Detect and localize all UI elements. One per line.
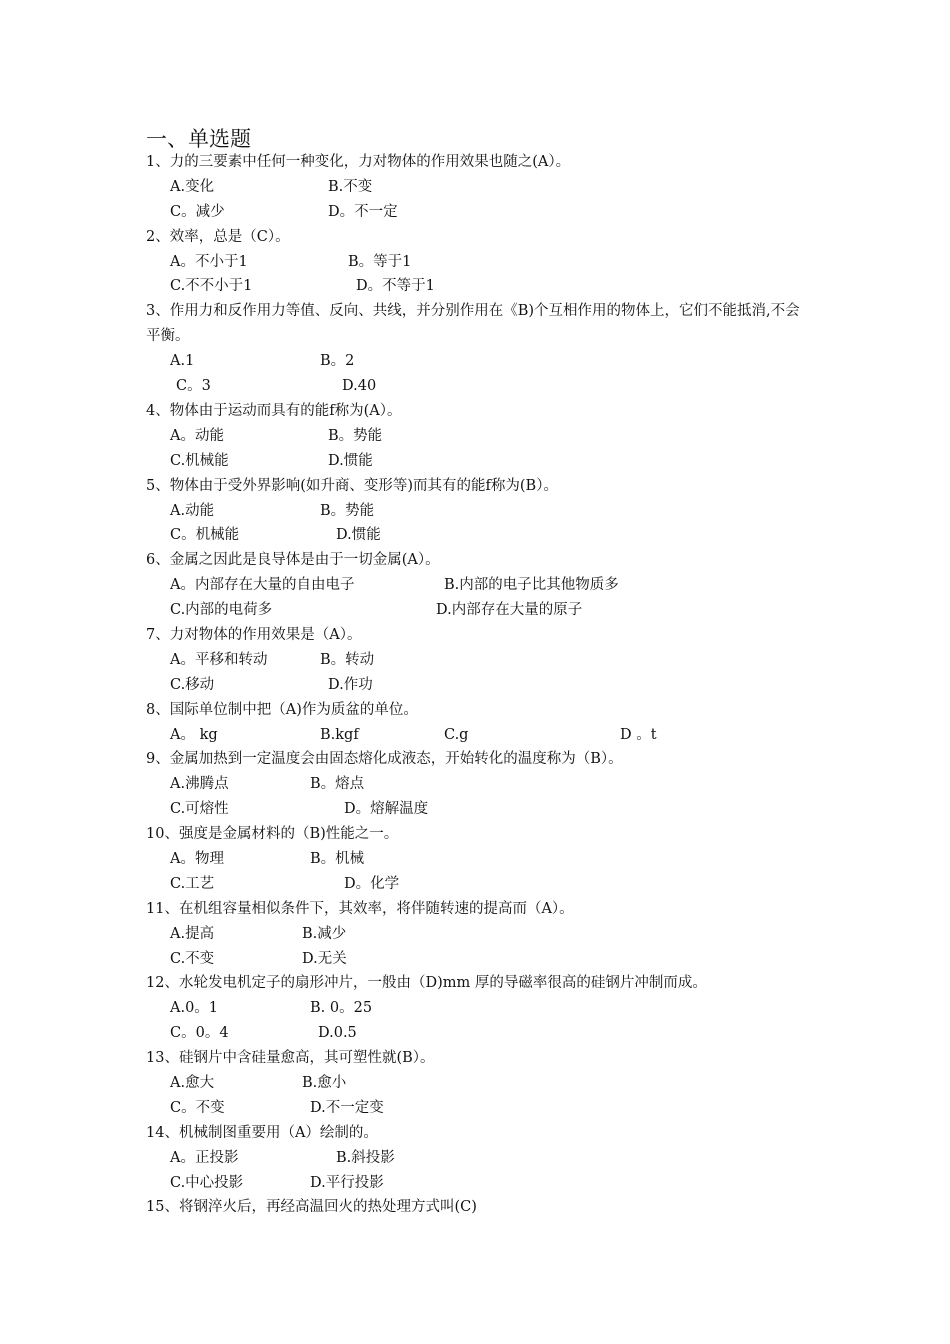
option: D.不一定变 [310,1099,384,1116]
option: C。机械能 [170,527,240,544]
option-row [146,573,826,598]
option-row [146,449,826,474]
option: D。不等于1 [356,278,435,295]
option: C.移动 [170,676,215,693]
question-text: 12、水轮发电机定子的扇形冲片，一般由（D)mm 厚的导磁率很高的硅钢片冲制而成。 [146,975,707,992]
option-row [146,648,826,673]
option: C。3 [176,378,211,395]
option-row [146,723,826,748]
option: A。不小于1 [170,253,248,270]
option-row [146,673,826,698]
question-text: 8、国际单位制中把（A)作为质盆的单位。 [146,701,418,718]
option: B.减少 [302,925,347,942]
option: D。熔解温度 [344,801,429,818]
option: A。动能 [170,427,224,444]
option: B.不变 [328,178,373,195]
option-row [146,872,826,897]
option: B。等于1 [348,253,412,270]
option: C.可熔性 [170,801,229,818]
question-text: 6、金属之因此是良导体是由于一切金属(A）。 [146,552,440,569]
option: B。势能 [320,502,375,519]
question-text: 15、将钢淬火后，再经高温回火的热处理方式叫(C) [146,1199,477,1216]
option: A.愈大 [170,1074,215,1091]
question-text: 5、物体由于受外界影响(如升商、变形等)而其有的能f称为(B）。 [146,477,558,494]
option: B.斜投影 [336,1149,395,1166]
option-row [146,947,826,972]
option: C.内部的电荷多 [170,602,273,619]
option-row [146,1146,826,1171]
option-row [146,1021,826,1046]
option-row [146,499,826,524]
option: D.作功 [328,676,373,693]
option: B。熔点 [310,776,365,793]
question-text: 11、在机组容量相似条件下，其效率，将伴随转速的提高而（A）。 [146,900,574,917]
option: C。不变 [170,1099,225,1116]
option-row [146,250,826,275]
option-row [146,424,826,449]
option: B。势能 [328,427,383,444]
option-row [146,1071,826,1096]
option: D。不一定 [328,203,398,220]
option-row [146,772,826,797]
option: A。内部存在大量的自由电子 [170,577,355,594]
option: D.惯能 [336,527,381,544]
option: B。转动 [320,651,375,668]
option-row [146,175,826,200]
option-row [146,797,826,822]
option: A.1 [170,353,195,370]
option-row [146,274,826,299]
option: C.中心投影 [170,1174,244,1191]
question-text: 13、硅钢片中含硅量愈高，其可塑性就(B）。 [146,1050,435,1067]
option: D。化学 [344,875,400,892]
option-row [146,847,826,872]
option: D.无关 [302,950,347,967]
question-list [146,126,826,1220]
question-text: 4、物体由于运动而具有的能f称为(A）。 [146,402,402,419]
option-row [146,200,826,225]
option: A。正投影 [170,1149,239,1166]
question-text: 14、机械制图重要用（A）绘制的。 [146,1124,378,1141]
option-row [146,1096,826,1121]
option: A。平移和转动 [170,651,268,668]
option: C.机械能 [170,452,229,469]
option: D.0.5 [318,1025,357,1042]
option: D.40 [342,378,377,395]
question-text: 2、效率，总是（C）。 [146,228,290,245]
option-row [146,598,826,623]
option: A.变化 [170,178,215,195]
option: D 。t [620,726,657,743]
option: B. 0。25 [310,1000,373,1017]
option: A.动能 [170,502,215,519]
option: C.不不小于1 [170,278,253,295]
option: B。2 [320,353,355,370]
question-text: 9、金属加热到一定温度会由固态熔化成液态，开始转化的温度称为（B）。 [146,751,623,768]
option: A.沸腾点 [170,776,229,793]
option: A。物理 [170,850,224,867]
option-row [146,996,826,1021]
option: B.内部的电子比其他物质多 [444,577,619,594]
question-text: 1、力的三要素中任何一种变化，力对物体的作用效果也随之(A）。 [146,154,571,170]
question-text: 3、作用力和反作用力等值、反向、共线，并分别作用在《B)个互相作用的物体上，它们不能抵消,不会平衡。 [146,303,800,345]
option: A.提高 [170,925,215,942]
option: B。机械 [310,850,365,867]
option: C.不变 [170,950,215,967]
option-row [146,523,826,548]
option-row [146,1171,826,1196]
option: B.kgf [320,726,359,743]
option: C.g [444,726,469,743]
option: C.工艺 [170,875,215,892]
question-text: 7、力对物体的作用效果是（A）。 [146,626,362,643]
option: A.0。1 [170,1000,219,1017]
option: B.愈小 [302,1074,347,1091]
option: C。0。4 [170,1025,229,1042]
option: D.惯能 [328,452,373,469]
option: D.平行投影 [310,1174,384,1191]
option-row [146,374,826,399]
option-row [146,922,826,947]
option-row [146,349,826,374]
option: A。 kg [170,726,218,743]
option: D.内部存在大量的原子 [436,602,583,619]
option: C。减少 [170,203,225,220]
section-title: 一、单选题 [146,127,251,151]
question-text: 10、强度是金属材料的（B)性能之一。 [146,826,399,843]
